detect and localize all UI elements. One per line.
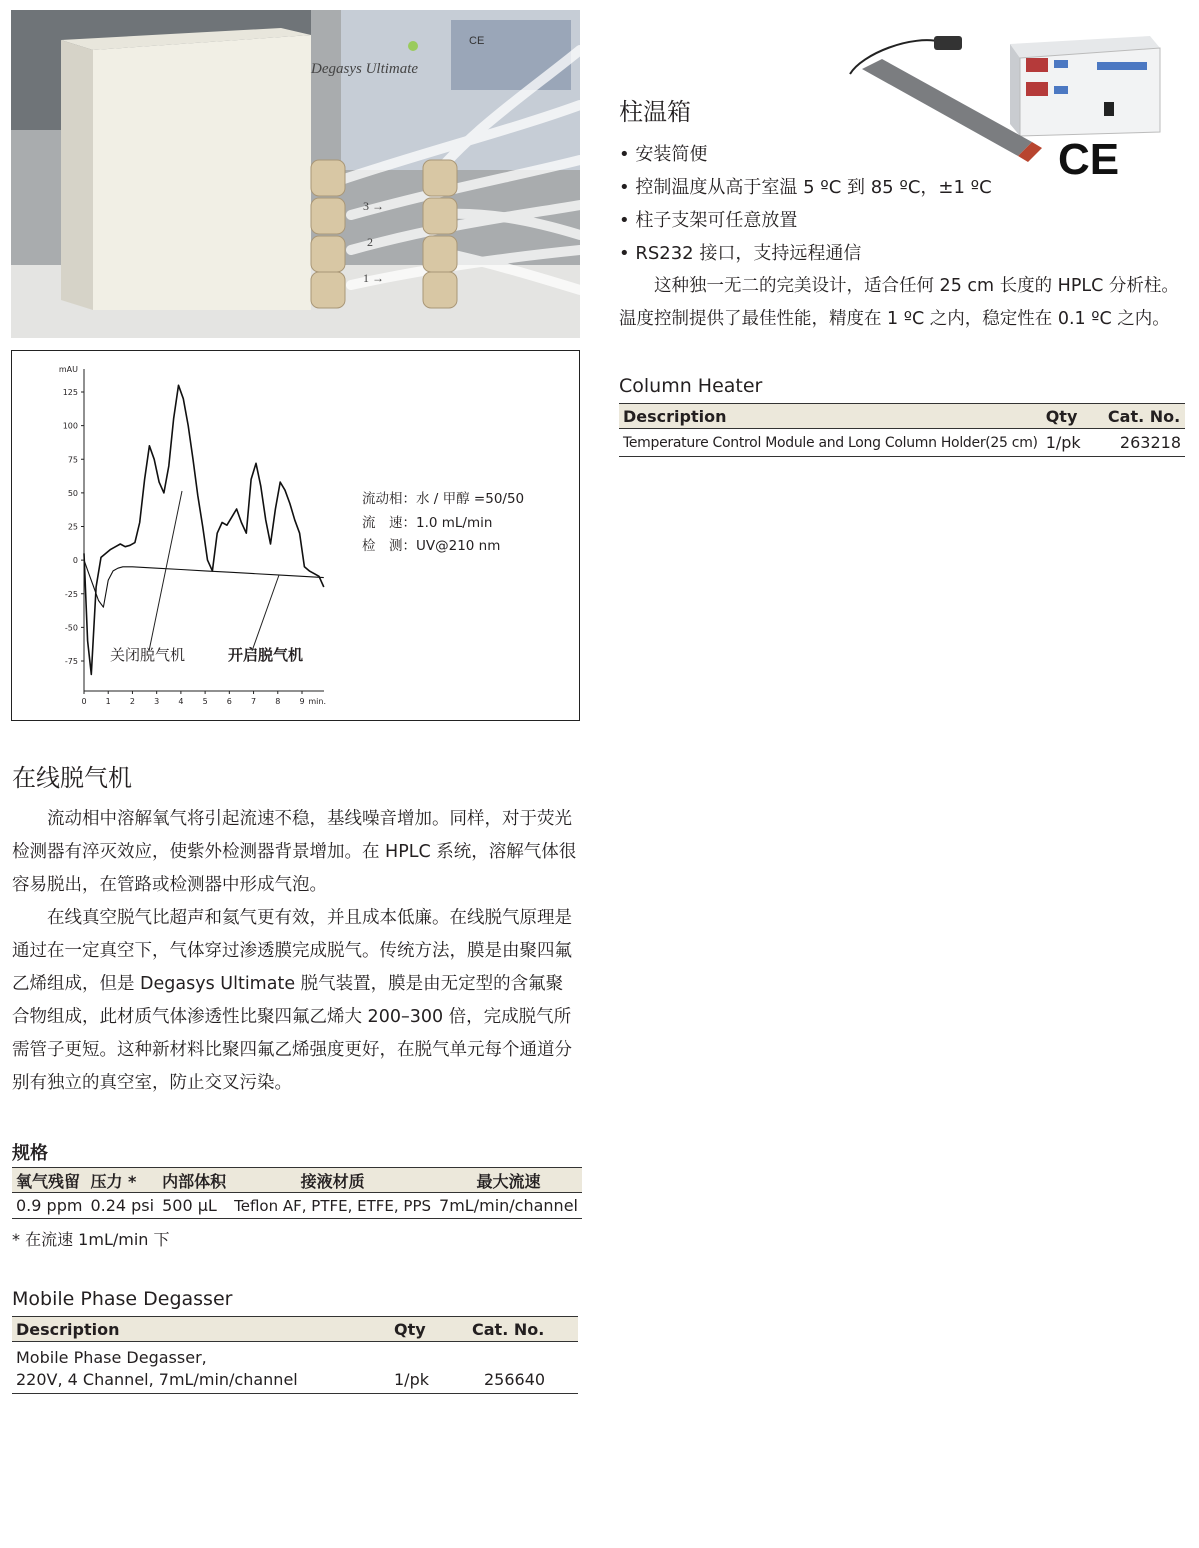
channel-label: 3 →	[363, 199, 384, 213]
heater-order-table	[619, 403, 1185, 457]
x-tick-label: 5	[202, 697, 208, 706]
order-qty: 1/pk	[390, 1367, 468, 1393]
y-tick-label: -25	[64, 589, 78, 599]
spec-header: 接液材质	[230, 1168, 435, 1193]
spec-cell: 500 μL	[158, 1193, 230, 1219]
spec-title: 规格	[12, 1143, 48, 1164]
y-tick-label: 25	[67, 522, 78, 532]
on-pointer-line	[252, 575, 279, 651]
feature-item: • 控制温度从高于室温 5 ºC 到 85 ºC，±1 ºC	[619, 171, 992, 204]
x-tick-label: 2	[129, 697, 135, 706]
spec-table	[12, 1167, 582, 1219]
off-pointer-line	[149, 491, 182, 651]
order-header-row	[12, 1317, 578, 1342]
heater-description	[619, 270, 1191, 336]
x-tick-label: 6	[226, 697, 232, 706]
order-row	[619, 429, 1185, 457]
y-tick-label: 75	[67, 455, 78, 465]
order-cat-no: 256640	[468, 1367, 578, 1393]
spec-header: 氧气残留	[12, 1168, 86, 1193]
order-header: Qty	[1042, 404, 1104, 429]
x-tick-label: 1	[105, 697, 111, 706]
order-desc-line: 220V, 4 Channel, 7mL/min/channel	[12, 1367, 390, 1393]
paragraph: 在线真空脱气比超声和氦气更有效，并且成本低廉。在线脱气原理是通过在一定真空下，气体穿过渗透膜完成脱气。传统方法，膜是由聚四氟乙烯组成，但是 Degasys Ultimate 脱气装置，膜是由无定型的含氟聚合物组成，此材质气体渗透性比聚四氟乙烯大 200–300 倍，完成脱气所需管子更短。这种新材料比聚四氟乙烯强度更好，在脱气单元每个通道分别有独立的真空室，防止交叉污染。	[12, 908, 572, 1093]
condition-flow-rate: 流 速：1.0 mL/min	[362, 515, 493, 531]
feature-item: • 柱子支架可任意放置	[619, 204, 992, 237]
y-tick-label: -50	[64, 623, 78, 633]
spec-header-row	[12, 1168, 582, 1193]
spec-header: 内部体积	[158, 1168, 230, 1193]
label-degasser-off: 关闭脱气机	[110, 646, 186, 664]
spec-row	[12, 1193, 582, 1219]
order-header: Cat. No.	[1104, 404, 1185, 429]
degasser-photo	[11, 10, 580, 338]
order-row	[12, 1367, 578, 1393]
spec-header: 压力 *	[86, 1168, 158, 1193]
y-tick-label: 50	[67, 488, 78, 498]
heater-feature-list	[619, 138, 992, 270]
series-line-degasser-off	[84, 385, 324, 674]
spec-cell: Teflon AF, PTFE, ETFE, PPS	[230, 1193, 435, 1219]
order-header: Cat. No.	[468, 1317, 578, 1342]
degasser-order-title: Mobile Phase Degasser	[12, 1288, 233, 1310]
feature-item: • 安装简便	[619, 138, 992, 171]
y-tick-label: 100	[62, 421, 78, 431]
order-header: Qty	[390, 1317, 468, 1342]
order-header-row	[619, 404, 1185, 429]
degasser-order-table	[12, 1316, 578, 1394]
spec-cell: 0.9 ppm	[12, 1193, 86, 1219]
order-qty: 1/pk	[1042, 429, 1104, 457]
x-tick-label: 0	[81, 697, 87, 706]
x-tick-label: 3	[154, 697, 160, 706]
brand-label: Degasys Ultimate	[311, 61, 419, 77]
spec-footnote: * 在流速 1mL/min 下	[12, 1230, 170, 1249]
degasser-description	[12, 803, 578, 1100]
channel-label: 2	[367, 235, 373, 249]
x-tick-label: 7	[251, 697, 257, 706]
y-tick-label: 125	[62, 388, 78, 397]
x-tick-label: 8	[275, 697, 281, 706]
spec-cell: 7mL/min/channel	[435, 1193, 582, 1219]
order-cat-no: 263218	[1104, 429, 1185, 457]
condition-detection: 检 测：UV@210 nm	[362, 538, 501, 554]
section-title-degasser: 在线脱气机	[12, 764, 132, 792]
ce-mark: CE	[1058, 135, 1120, 182]
section-title-heater: 柱温箱	[619, 98, 691, 126]
paragraph: 这种独一无二的完美设计，适合任何 25 cm 长度的 HPLC 分析柱。温度控制提供了最佳性能，精度在 1 ºC 之内，稳定性在 0.1 ºC 之内。	[619, 276, 1179, 329]
order-header: Description	[619, 404, 1042, 429]
y-unit-label: mAU	[58, 365, 78, 374]
y-tick-label: 0	[72, 556, 78, 566]
feature-item: • RS232 接口，支持远程通信	[619, 237, 992, 270]
order-row	[12, 1342, 578, 1368]
label-degasser-on: 开启脱气机	[228, 646, 304, 664]
order-header: Description	[12, 1317, 390, 1342]
y-tick-label: -75	[64, 657, 78, 666]
spec-cell: 0.24 psi	[86, 1193, 158, 1219]
x-tick-label: 4	[178, 697, 184, 706]
order-desc: Temperature Control Module and Long Column Holder(25 cm)	[619, 429, 1042, 457]
x-tick-label: 9	[299, 697, 305, 706]
chromatogram-figure	[11, 350, 580, 721]
heater-order-title: Column Heater	[619, 375, 763, 397]
paragraph: 流动相中溶解氧气将引起流速不稳，基线噪音增加。同样，对于荧光检测器有淬灭效应，使紫外检测器背景增加。在 HPLC 系统，溶解气体很容易脱出，在管路或检测器中形成气泡。	[12, 809, 577, 895]
order-desc-line: Mobile Phase Degasser,	[16, 1348, 207, 1367]
condition-mobile-phase: 流动相：水 / 甲醇 =50/50	[362, 491, 525, 507]
ce-mark: CE	[469, 35, 485, 47]
x-unit-label: min.	[308, 697, 326, 706]
spec-header: 最大流速	[435, 1168, 582, 1193]
channel-label: 1 →	[363, 271, 384, 285]
series-line-degasser-on	[84, 560, 324, 607]
